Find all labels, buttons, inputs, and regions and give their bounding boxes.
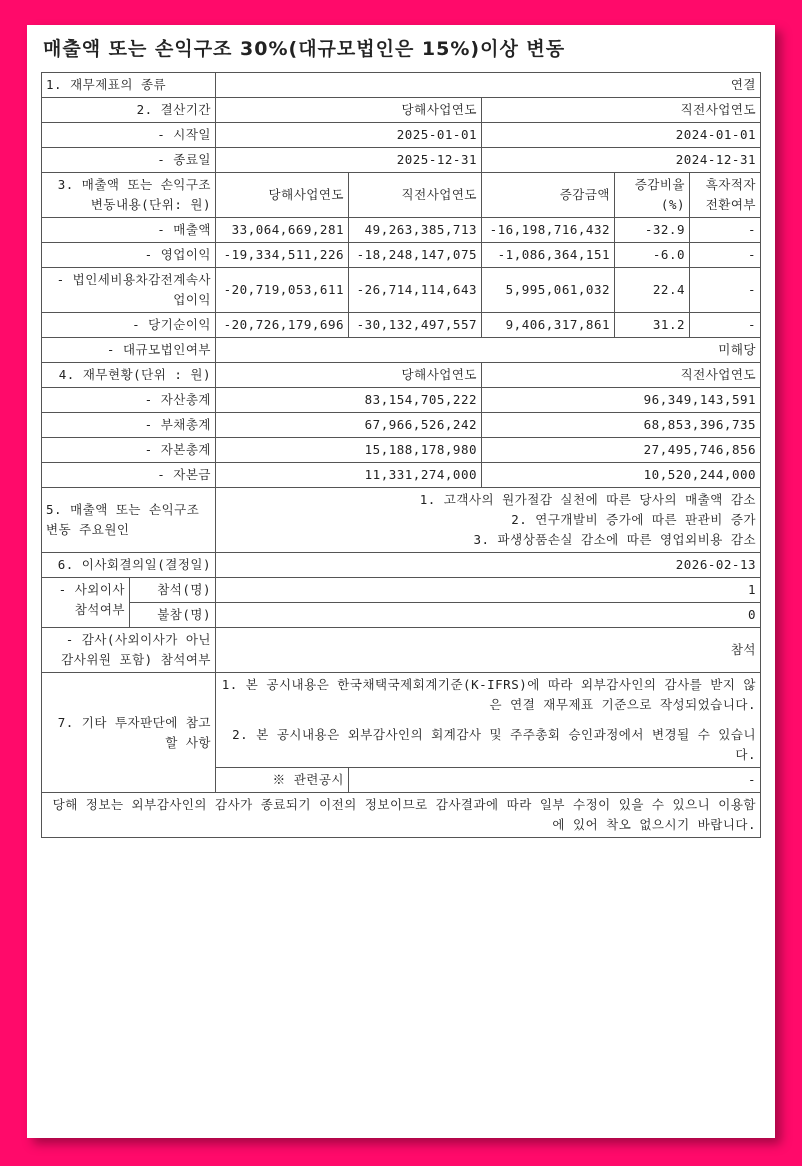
header-prev-year: 직전사업연도 <box>482 98 761 123</box>
label-related-disclosure: ※ 관련공시 <box>216 768 349 793</box>
label-period: 2. 결산기간 <box>42 98 216 123</box>
pretax-income-cur: -20,719,053,611 <box>216 268 349 313</box>
row-outside-attend <box>42 578 761 603</box>
total-liabilities-prev: 68,853,396,735 <box>482 413 761 438</box>
label-end: - 종료일 <box>42 148 216 173</box>
revenue-rate: -32.9 <box>615 218 690 243</box>
operating-income-prev: -18,248,147,075 <box>349 243 482 268</box>
disclosure-sheet <box>27 25 775 1138</box>
net-income-diff: 9,406,317,861 <box>482 313 615 338</box>
value-statement-type: 연결 <box>216 73 761 98</box>
label-statement-type: 1. 재무제표의 종류 <box>42 73 216 98</box>
value-end-cur: 2025-12-31 <box>216 148 482 173</box>
label-auditor-attend: - 감사(사외이사가 아닌 감사위원 포함) 참석여부 <box>42 628 216 673</box>
row-auditor-attend <box>42 628 761 673</box>
value-other-notes <box>216 673 761 768</box>
revenue-cur: 33,064,669,281 <box>216 218 349 243</box>
label-absent: 불참(명) <box>157 607 211 622</box>
label-large-corp: - 대규모법인여부 <box>42 338 216 363</box>
pretax-income-prev: -26,714,114,643 <box>349 268 482 313</box>
row-total-liabilities <box>42 413 761 438</box>
total-liabilities-cur: 67,966,526,242 <box>216 413 482 438</box>
net-income-cur: -20,726,179,696 <box>216 313 349 338</box>
row-footer-note <box>42 793 761 838</box>
value-absent: 0 <box>216 603 761 628</box>
capital-stock-prev: 10,520,244,000 <box>482 463 761 488</box>
value-start-cur: 2025-01-01 <box>216 123 482 148</box>
value-board-date: 2026-02-13 <box>216 553 761 578</box>
revenue-prev: 49,263,385,713 <box>349 218 482 243</box>
pretax-income-diff: 5,995,061,032 <box>482 268 615 313</box>
row-pretax-income <box>42 268 761 313</box>
row-period-end <box>42 148 761 173</box>
note-item: 1. 본 공시내용은 한국채택국제회계기준(K-IFRS)에 따라 외부감사인의 감사를 받지 않은 연결 재무제표 기준으로 작성되었습니다. <box>221 677 757 712</box>
label-outside-directors: - 사외이사 참석여부 <box>42 578 130 627</box>
row-board-date <box>42 553 761 578</box>
total-equity-prev: 27,495,746,856 <box>482 438 761 463</box>
row-total-equity <box>42 438 761 463</box>
page-title: 매출액 또는 손익구조 30%(대규모법인은 15%)이상 변동 <box>43 38 566 60</box>
label-other-notes: 7. 기타 투자판단에 참고할 사항 <box>42 673 216 793</box>
label-revenue: - 매출액 <box>42 218 216 243</box>
value-auditor-attend: 참석 <box>216 628 761 673</box>
total-assets-prev: 96,349,143,591 <box>482 388 761 413</box>
note-spacer <box>220 715 756 725</box>
value-end-prev: 2024-12-31 <box>482 148 761 173</box>
operating-income-diff: -1,086,364,151 <box>482 243 615 268</box>
revenue-turn: - <box>690 218 761 243</box>
row-capital-stock <box>42 463 761 488</box>
label-total-liabilities: - 부채총계 <box>42 413 216 438</box>
header-fin-prev: 직전사업연도 <box>482 363 761 388</box>
label-outside-directors-cell <box>42 578 216 628</box>
net-income-prev: -30,132,497,557 <box>349 313 482 338</box>
value-related-disclosure: - <box>349 768 761 793</box>
label-change: 3. 매출액 또는 손익구조변동내용(단위: 원) <box>42 173 216 218</box>
row-main-causes <box>42 488 761 553</box>
row-statement-type <box>42 73 761 98</box>
footer-note: 당해 정보는 외부감사인의 감사가 종료되기 이전의 정보이므로 감사결과에 따라 일부 수정이 있을 수 있으니 이용함에 있어 착오 없으시기 바랍니다. <box>42 793 761 838</box>
row-change-header <box>42 173 761 218</box>
row-net-income <box>42 313 761 338</box>
row-large-corp <box>42 338 761 363</box>
header-cur-year: 당해사업연도 <box>216 98 482 123</box>
value-large-corp: 미해당 <box>216 338 761 363</box>
cause-item: 2. 연구개발비 증가에 따른 판관비 증가 <box>511 512 757 527</box>
cause-item: 1. 고객사의 원가절감 실천에 따른 당사의 매출액 감소 <box>419 492 757 507</box>
row-period-start <box>42 123 761 148</box>
value-start-prev: 2024-01-01 <box>482 123 761 148</box>
net-income-rate: 31.2 <box>615 313 690 338</box>
label-capital-stock: - 자본금 <box>42 463 216 488</box>
cause-item: 3. 파생상품손실 감소에 따른 영업외비용 감소 <box>473 532 757 547</box>
label-total-equity: - 자본총계 <box>42 438 216 463</box>
header-change-rate: 증감비율(%) <box>615 173 690 218</box>
header-change-prev: 직전사업연도 <box>349 173 482 218</box>
row-period-header <box>42 98 761 123</box>
label-board-date: 6. 이사회결의일(결정일) <box>42 553 216 578</box>
disclosure-table <box>41 72 761 838</box>
label-total-assets: - 자산총계 <box>42 388 216 413</box>
operating-income-turn: - <box>690 243 761 268</box>
pretax-income-turn: - <box>690 268 761 313</box>
operating-income-cur: -19,334,511,226 <box>216 243 349 268</box>
row-financial-header <box>42 363 761 388</box>
pretax-income-rate: 22.4 <box>615 268 690 313</box>
label-pretax-income: - 법인세비용차감전계속사업이익 <box>42 268 216 313</box>
label-start: - 시작일 <box>42 123 216 148</box>
value-main-causes <box>216 488 761 553</box>
header-fin-cur: 당해사업연도 <box>216 363 482 388</box>
row-total-assets <box>42 388 761 413</box>
header-change-diff: 증감금액 <box>482 173 615 218</box>
net-income-turn: - <box>690 313 761 338</box>
operating-income-rate: -6.0 <box>615 243 690 268</box>
value-attend: 1 <box>216 578 761 603</box>
capital-stock-cur: 11,331,274,000 <box>216 463 482 488</box>
row-other-notes <box>42 673 761 768</box>
revenue-diff: -16,198,716,432 <box>482 218 615 243</box>
label-main-causes: 5. 매출액 또는 손익구조 변동 주요원인 <box>42 488 216 553</box>
label-attend: 참석(명) <box>130 578 215 603</box>
total-equity-cur: 15,188,178,980 <box>216 438 482 463</box>
note-item: 2. 본 공시내용은 외부감사인의 회계감사 및 주주총회 승인과정에서 변경될 수 있습니다. <box>232 727 757 762</box>
header-change-cur: 당해사업연도 <box>216 173 349 218</box>
row-operating-income <box>42 243 761 268</box>
total-assets-cur: 83,154,705,222 <box>216 388 482 413</box>
label-financial: 4. 재무현황(단위 : 원) <box>42 363 216 388</box>
header-change-turn: 흑자적자전환여부 <box>690 173 761 218</box>
label-net-income: - 당기순이익 <box>42 313 216 338</box>
label-operating-income: - 영업이익 <box>42 243 216 268</box>
row-revenue <box>42 218 761 243</box>
